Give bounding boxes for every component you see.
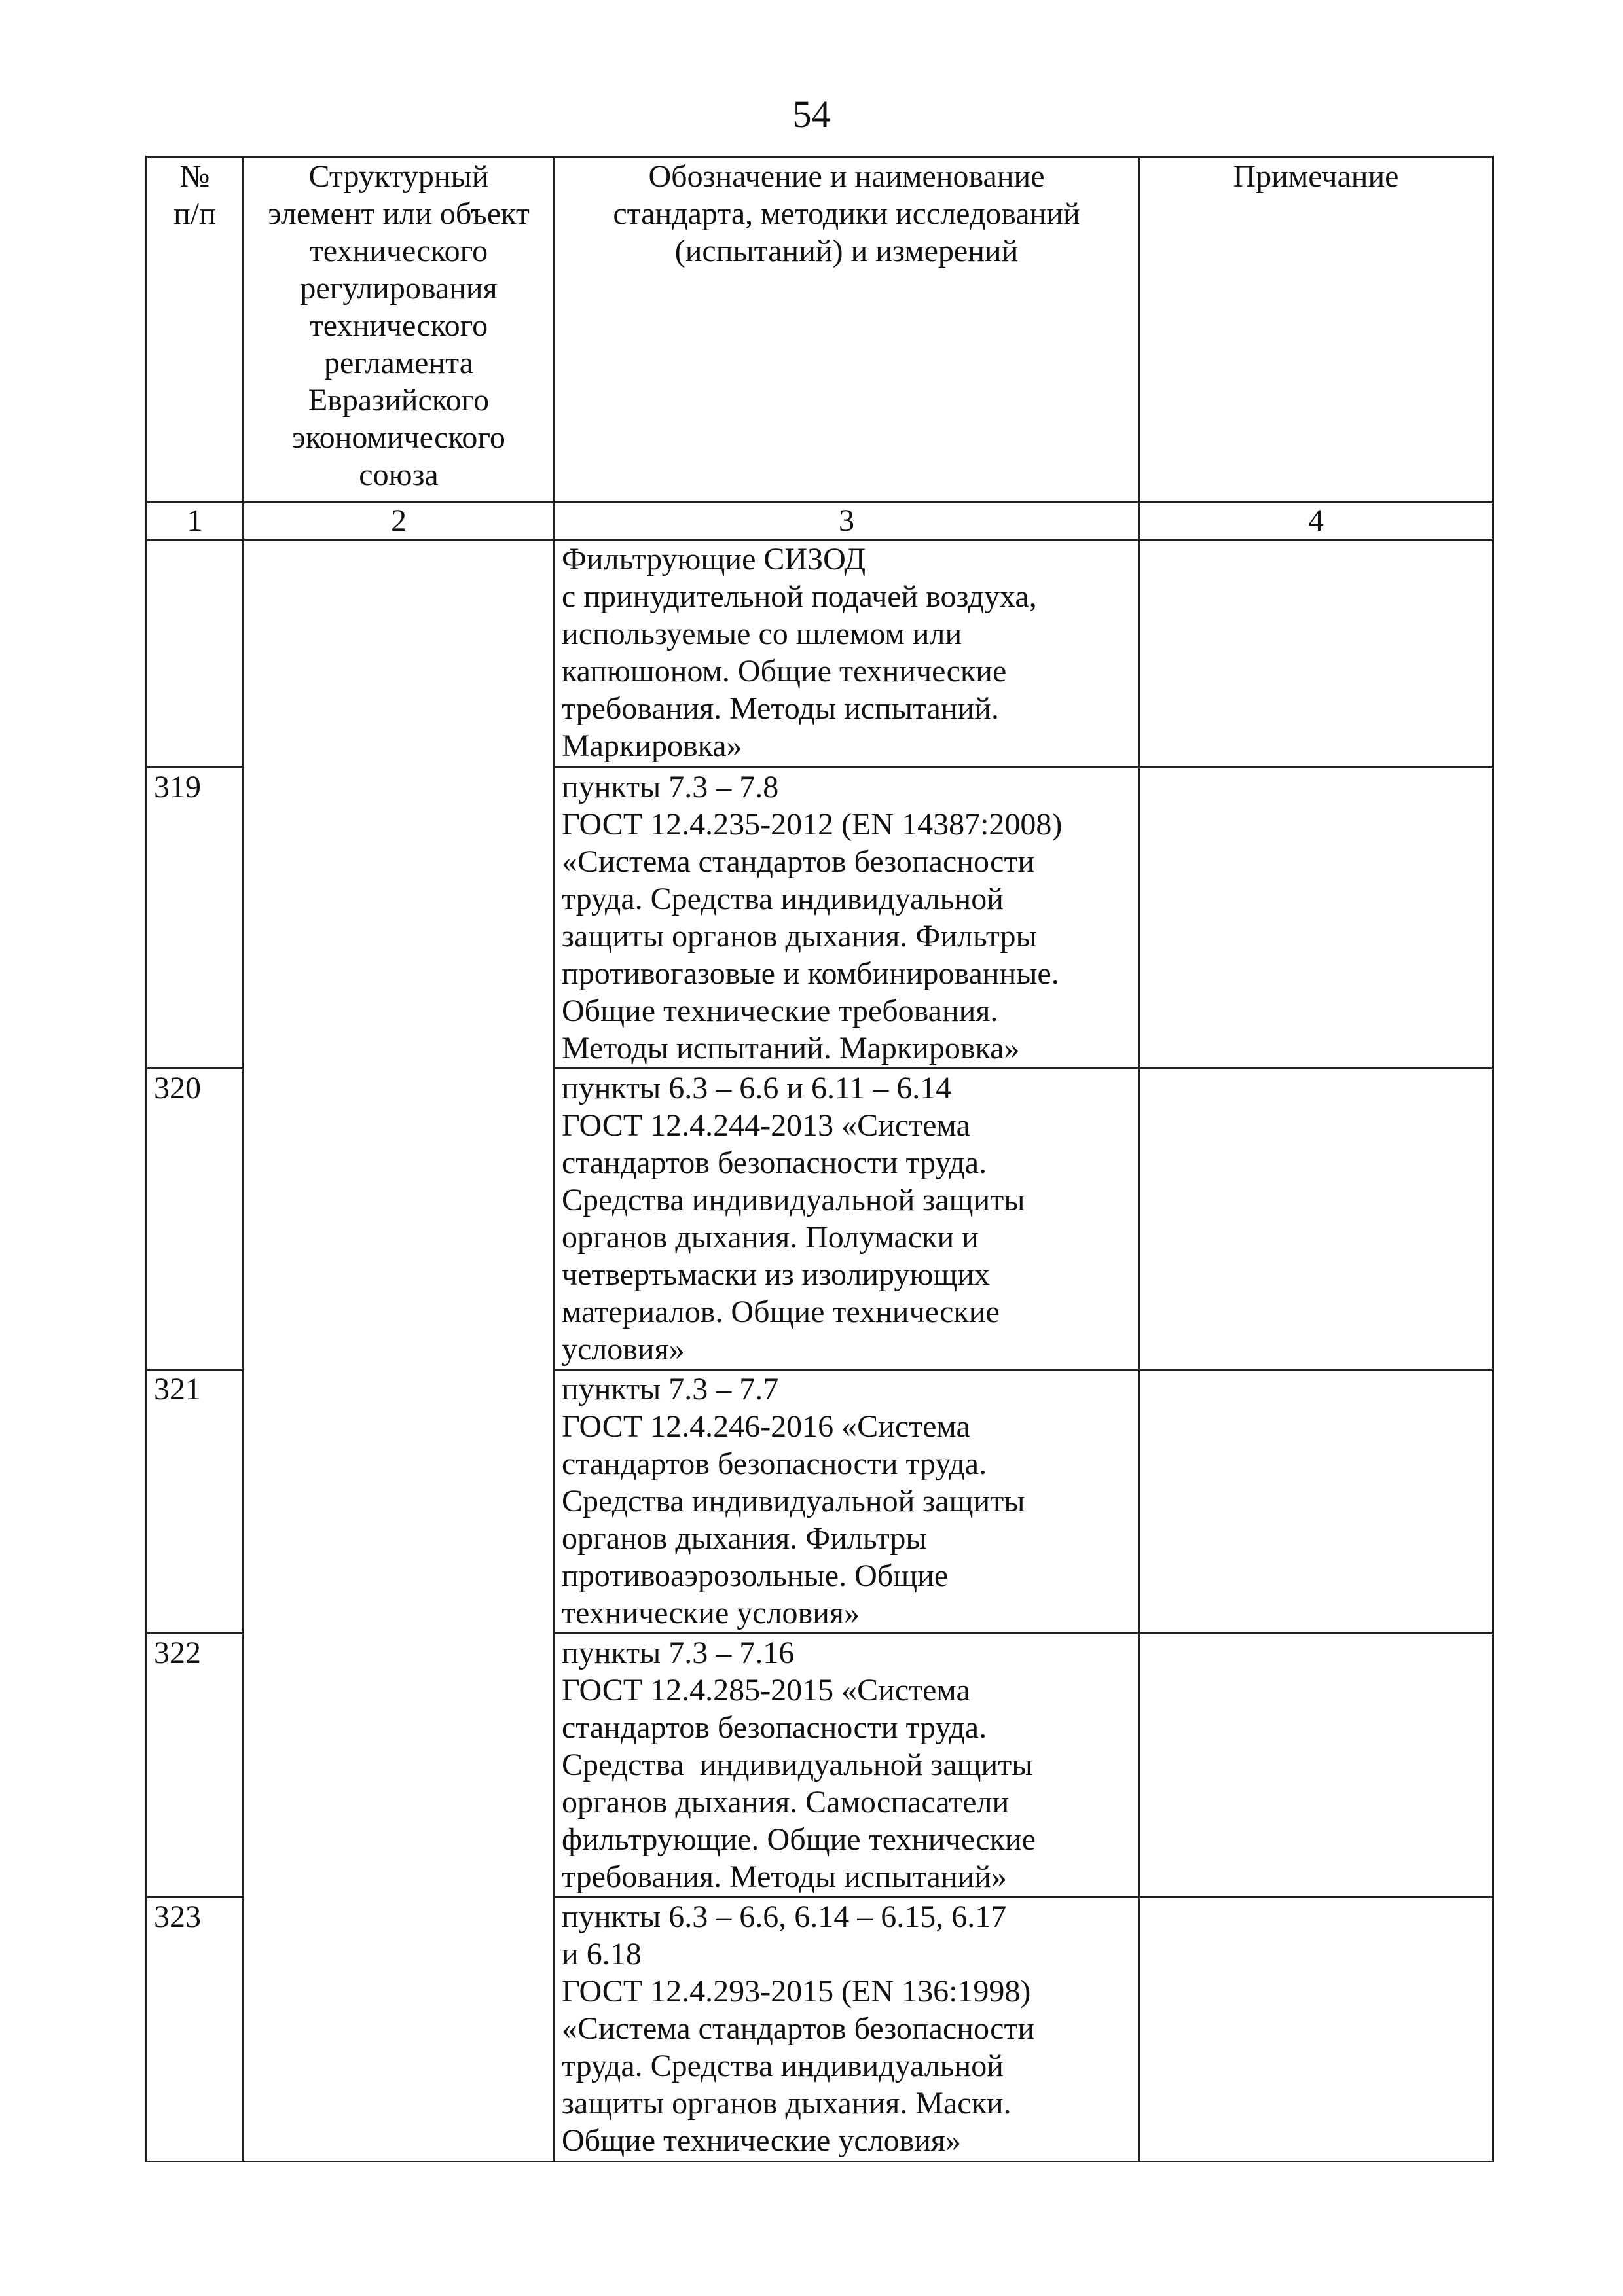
standard-description: Фильтрующие СИЗОД с принудительной подачей воздуха, используемые со шлемом или капюшоном. Общие технические требования. Методы испытаний. Маркировка» xyxy=(555,540,1139,768)
standard-description: пункты 7.3 – 7.8 ГОСТ 12.4.235-2012 (EN 14387:2008) «Система стандартов безопасности труда. Средства индивидуальной защиты органов дыхания. Фильтры противогазовые и комбинированные. Общие технические требования. Методы испытаний. Маркировка» xyxy=(555,768,1139,1069)
row-number: 320 xyxy=(147,1069,244,1370)
row-number xyxy=(147,540,244,768)
header-standard-designation: Обозначение и наименование стандарта, методики исследований (испытаний) и измерений xyxy=(555,157,1139,503)
header-number: № п/п xyxy=(147,157,244,503)
row-number: 319 xyxy=(147,768,244,1069)
header-note: Примечание xyxy=(1139,157,1493,503)
table-header-row xyxy=(147,157,1493,503)
note-cell xyxy=(1139,1069,1493,1370)
note-cell xyxy=(1139,1634,1493,1897)
note-cell xyxy=(1139,540,1493,768)
column-index-1: 1 xyxy=(147,503,244,540)
table-row xyxy=(147,540,1493,768)
note-cell xyxy=(1139,768,1493,1069)
column-index-2: 2 xyxy=(244,503,555,540)
row-number: 321 xyxy=(147,1370,244,1634)
row-number: 323 xyxy=(147,1897,244,2162)
column-index-3: 3 xyxy=(555,503,1139,540)
standards-table xyxy=(145,156,1494,2162)
row-number: 322 xyxy=(147,1634,244,1897)
standard-description: пункты 7.3 – 7.16 ГОСТ 12.4.285-2015 «Система стандартов безопасности труда. Средства индивидуальной защиты органов дыхания. Самоспасатели фильтрующие. Общие технические требования. Методы испытаний» xyxy=(555,1634,1139,1897)
standard-description: пункты 6.3 – 6.6, 6.14 – 6.15, 6.17 и 6.18 ГОСТ 12.4.293-2015 (EN 136:1998) «Система стандартов безопасности труда. Средства индивидуальной защиты органов дыхания. Маски. Общие технические условия» xyxy=(555,1897,1139,2162)
header-structural-element: Структурный элемент или объект технического регулирования технического регламента Евразийского экономического союза xyxy=(244,157,555,503)
standard-description: пункты 6.3 – 6.6 и 6.11 – 6.14 ГОСТ 12.4.244-2013 «Система стандартов безопасности труда. Средства индивидуальной защиты органов дыхания. Полумаски и четвертьмаски из изолирующих материалов. Общие технические условия» xyxy=(555,1069,1139,1370)
note-cell xyxy=(1139,1897,1493,2162)
standard-description: пункты 7.3 – 7.7 ГОСТ 12.4.246-2016 «Система стандартов безопасности труда. Средства индивидуальной защиты органов дыхания. Фильтры противоаэрозольные. Общие технические условия» xyxy=(555,1370,1139,1634)
column-index-row xyxy=(147,503,1493,540)
page-number: 54 xyxy=(792,93,831,135)
column-index-4: 4 xyxy=(1139,503,1493,540)
note-cell xyxy=(1139,1370,1493,1634)
structural-element-cell xyxy=(244,540,555,2162)
